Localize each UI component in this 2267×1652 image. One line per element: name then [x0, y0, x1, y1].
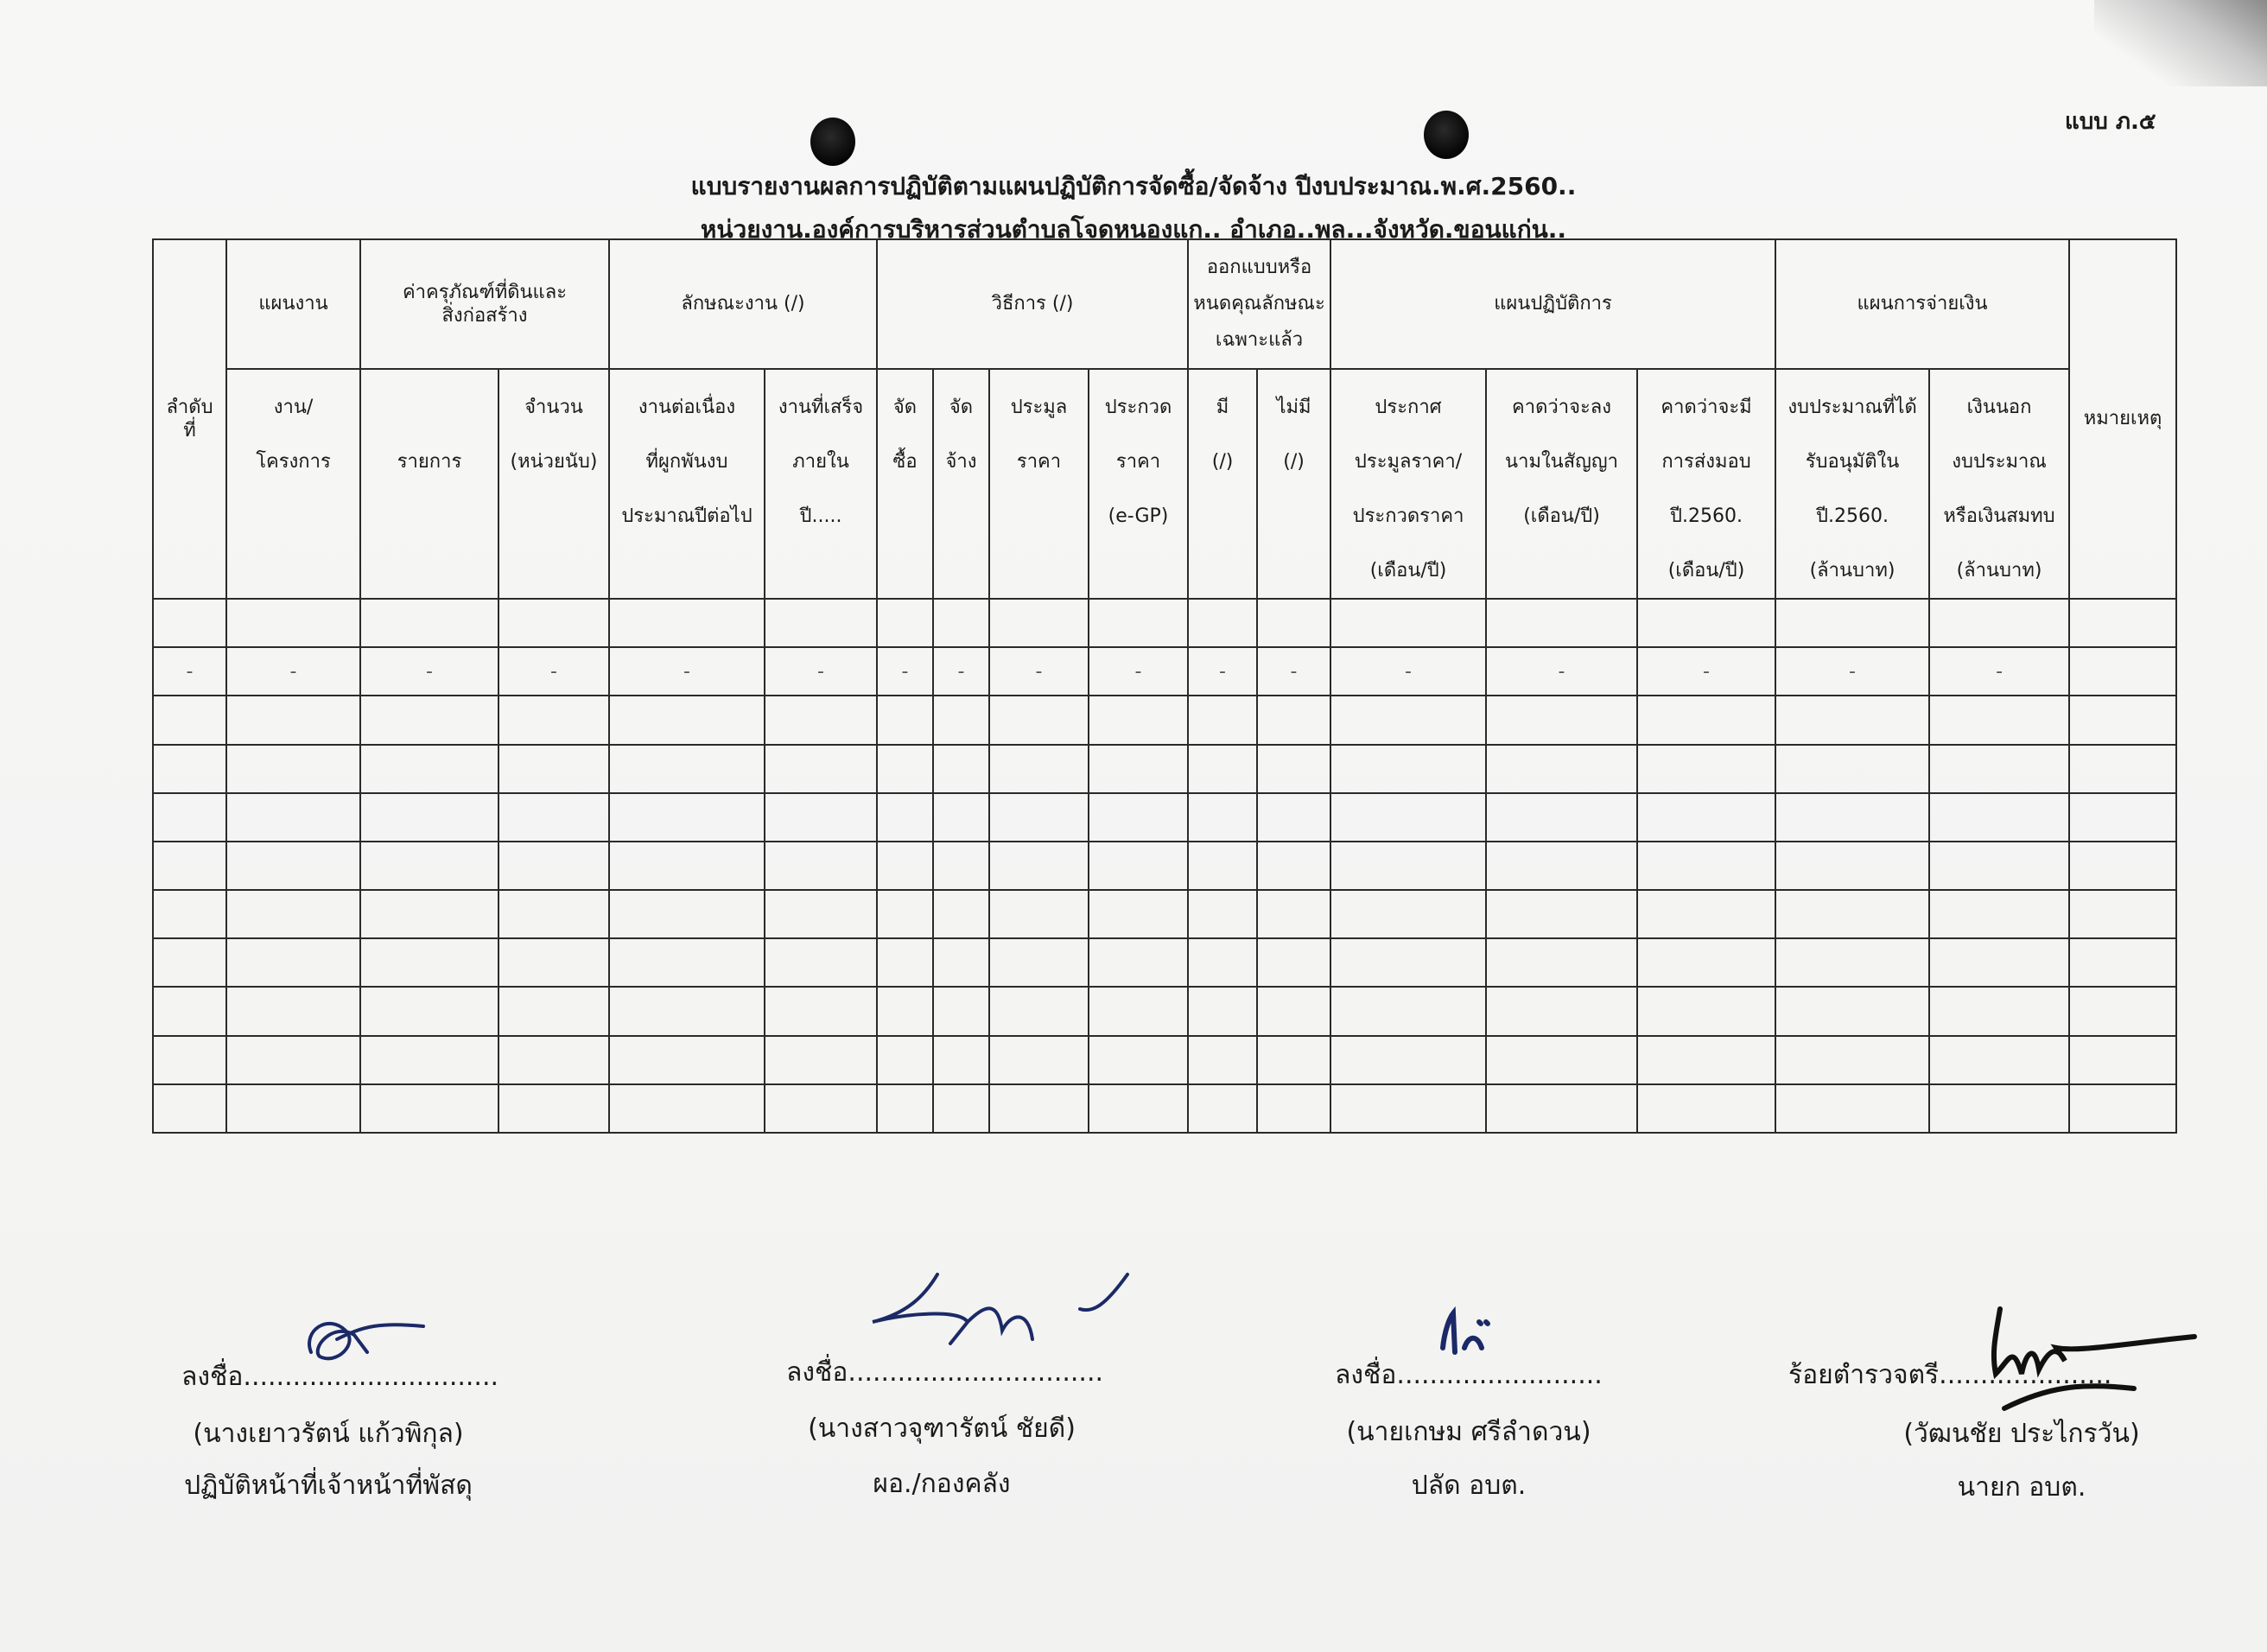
table-cell: [1089, 1036, 1188, 1084]
table-cell: [360, 987, 498, 1035]
table-cell: [989, 696, 1089, 744]
table-cell: [989, 987, 1089, 1035]
table-cell: -: [1637, 647, 1775, 696]
table-cell: [1257, 1036, 1330, 1084]
table-cell: [609, 890, 765, 938]
sub-finished: งานที่เสร็จ ภายใน ปี.....: [765, 369, 877, 599]
header-row-sub: [153, 369, 2176, 599]
punch-hole-right: [1424, 111, 1469, 159]
table-cell: [153, 1036, 226, 1084]
signature-2-line: ลงชื่อ...............................: [786, 1357, 1104, 1388]
table-cell: [1089, 696, 1188, 744]
table-cell: [2069, 1036, 2176, 1084]
table-cell: [226, 1084, 360, 1133]
table-cell: [1330, 793, 1486, 842]
table-cell: [1089, 793, 1188, 842]
table-cell: [226, 696, 360, 744]
table-cell: [1089, 842, 1188, 890]
punch-hole-left: [810, 118, 855, 166]
table-cell: [1775, 987, 1929, 1035]
table-cell: [877, 1084, 933, 1133]
table-cell: -: [226, 647, 360, 696]
table-cell: [765, 1084, 877, 1133]
table-cell: [933, 1084, 989, 1133]
table-row: [153, 842, 2176, 890]
table-cell: [226, 890, 360, 938]
table-cell: [1775, 1036, 1929, 1084]
sub-no: ไม่มี (/): [1257, 369, 1330, 599]
table-cell: [1257, 793, 1330, 842]
table-cell: [226, 745, 360, 793]
table-cell: [765, 842, 877, 890]
table-cell: [1089, 890, 1188, 938]
table-cell: [498, 987, 609, 1035]
table-cell: [360, 696, 498, 744]
table-cell: [1330, 696, 1486, 744]
table-cell: [1637, 938, 1775, 987]
table-cell: [1330, 1084, 1486, 1133]
table-cell: [1486, 842, 1637, 890]
table-cell: [1929, 987, 2069, 1035]
table-cell: [1486, 890, 1637, 938]
table-cell: [1330, 987, 1486, 1035]
table-row: [153, 745, 2176, 793]
table-cell: [1637, 1084, 1775, 1133]
sub-continuing: งานต่อเนื่อง ที่ผูกพันงบ ประมาณปีต่อไป: [609, 369, 765, 599]
table-cell: [1486, 793, 1637, 842]
signature-3-line: ลงชื่อ.........................: [1335, 1360, 1603, 1390]
table-cell: [1188, 890, 1257, 938]
table-cell: [1330, 1036, 1486, 1084]
header-action-plan: แผนปฏิบัติการ: [1330, 239, 1775, 369]
table-cell: [989, 842, 1089, 890]
sub-delivery: คาดว่าจะมี การส่งมอบ ปี.2560. (เดือน/ปี): [1637, 369, 1775, 599]
signature-3-name: (นายเกษม ศรีลำดวน): [1346, 1417, 1591, 1447]
table-cell: [1089, 987, 1188, 1035]
table-cell: [2069, 647, 2176, 696]
table-cell: [226, 987, 360, 1035]
table-cell: [226, 599, 360, 647]
table-cell: [360, 1036, 498, 1084]
table-cell: [1637, 890, 1775, 938]
header-durable: ค่าครุภัณฑ์ที่ดินและ สิ่งก่อสร้าง: [360, 239, 609, 369]
table-cell: [1486, 696, 1637, 744]
table-cell: [1929, 745, 2069, 793]
signature-4-line: ร้อยตำรวจตรี.....................: [1788, 1360, 2112, 1390]
table-cell: [498, 842, 609, 890]
sub-contract: คาดว่าจะลง นามในสัญญา (เดือน/ปี): [1486, 369, 1637, 599]
document-title: แบบรายงานผลการปฏิบัติตามแผนปฏิบัติการจัดซื้อ/จัดจ้าง ปีงบประมาณ.พ.ศ.2560..: [690, 172, 1577, 200]
table-cell: [1929, 890, 2069, 938]
table-cell: [360, 890, 498, 938]
table-cell: [1637, 987, 1775, 1035]
table-cell: -: [989, 647, 1089, 696]
table-cell: [2069, 890, 2176, 938]
table-cell: -: [1929, 647, 2069, 696]
procurement-report-table: [152, 238, 2177, 1134]
table-cell: [765, 696, 877, 744]
table-cell: [1486, 1036, 1637, 1084]
table-cell: [1089, 938, 1188, 987]
table-cell: [2069, 987, 2176, 1035]
table-row: [153, 890, 2176, 938]
table-cell: [1637, 842, 1775, 890]
table-cell: [933, 793, 989, 842]
sub-bid: ประมูล ราคา: [989, 369, 1089, 599]
header-nature: ลักษณะงาน (/): [609, 239, 877, 369]
table-cell: -: [1188, 647, 1257, 696]
table-cell: [498, 745, 609, 793]
table-cell: [933, 696, 989, 744]
table-cell: [360, 745, 498, 793]
table-cell: [1929, 842, 2069, 890]
sub-quantity: จำนวน (หน่วยนับ): [498, 369, 609, 599]
table-cell: [1188, 745, 1257, 793]
table-cell: [498, 599, 609, 647]
table-cell: [226, 938, 360, 987]
table-cell: [1188, 793, 1257, 842]
header-row-groups: [153, 239, 2176, 369]
table-cell: [226, 842, 360, 890]
signature-1-name: (นางเยาวรัตน์ แก้วพิกุล): [193, 1419, 464, 1449]
signature-4-position: นายก อบต.: [1957, 1472, 2086, 1503]
table-cell: [1188, 696, 1257, 744]
table-cell: [877, 842, 933, 890]
table-cell: [360, 1084, 498, 1133]
table-cell: [153, 842, 226, 890]
table-cell: [933, 938, 989, 987]
table-cell: [1929, 599, 2069, 647]
table-cell: [1188, 1084, 1257, 1133]
table-cell: [1637, 745, 1775, 793]
sub-egp: ประกวด ราคา (e-GP): [1089, 369, 1188, 599]
table-cell: [498, 1036, 609, 1084]
table-cell: [1257, 599, 1330, 647]
sub-item: รายการ: [360, 369, 498, 599]
table-cell: [2069, 938, 2176, 987]
document-subtitle: หน่วยงาน.องค์การบริหารส่วนตำบลโจดหนองแก.. อำเภอ..พล...จังหวัด.ขอนแก่น..: [700, 215, 1567, 244]
header-payment-plan: แผนการจ่ายเงิน: [1775, 239, 2069, 369]
table-cell: [933, 987, 989, 1035]
table-cell: [1257, 1084, 1330, 1133]
table-row: [153, 1084, 2176, 1133]
table-cell: [765, 793, 877, 842]
header-plan: แผนงาน: [226, 239, 360, 369]
signature-3-position: ปลัด อบต.: [1411, 1471, 1527, 1501]
table-cell: [1929, 1084, 2069, 1133]
table-cell: [1637, 793, 1775, 842]
table-cell: [1330, 890, 1486, 938]
table-cell: [1188, 938, 1257, 987]
table-row: [153, 599, 2176, 647]
table-cell: [1775, 599, 1929, 647]
table-cell: -: [933, 647, 989, 696]
table-cell: [153, 745, 226, 793]
signature-1-position: ปฏิบัติหน้าที่เจ้าหน้าที่พัสดุ: [184, 1471, 473, 1501]
table-cell: [1188, 842, 1257, 890]
table-cell: [1775, 696, 1929, 744]
signature-2-name: (นางสาวจุฑารัตน์ ชัยดี): [808, 1414, 1076, 1444]
table-cell: -: [1089, 647, 1188, 696]
table-cell: [153, 890, 226, 938]
table-cell: [360, 599, 498, 647]
table-cell: [1486, 938, 1637, 987]
table-row: [153, 647, 2176, 696]
sub-yes: มี (/): [1188, 369, 1257, 599]
table-cell: [498, 696, 609, 744]
table-cell: [2069, 842, 2176, 890]
sub-announce: ประกาศ ประมูลราคา/ ประกวดราคา (เดือน/ปี): [1330, 369, 1486, 599]
table-cell: [1775, 793, 1929, 842]
table-cell: [989, 745, 1089, 793]
table-cell: [1257, 696, 1330, 744]
table-cell: [933, 842, 989, 890]
table-cell: [609, 1084, 765, 1133]
table-cell: -: [609, 647, 765, 696]
table-cell: [877, 599, 933, 647]
table-cell: [765, 987, 877, 1035]
table-cell: [1775, 745, 1929, 793]
table-cell: [498, 938, 609, 987]
table-cell: [1929, 793, 2069, 842]
table-cell: [153, 793, 226, 842]
table-cell: -: [1330, 647, 1486, 696]
table-cell: [989, 1084, 1089, 1133]
table-cell: -: [498, 647, 609, 696]
table-row: [153, 987, 2176, 1035]
table-cell: [1929, 1036, 2069, 1084]
table-cell: -: [877, 647, 933, 696]
table-cell: [933, 745, 989, 793]
table-cell: [2069, 745, 2176, 793]
table-cell: [1188, 987, 1257, 1035]
table-cell: [226, 793, 360, 842]
table-cell: [1775, 842, 1929, 890]
table-cell: [360, 842, 498, 890]
table-cell: [1486, 745, 1637, 793]
table-cell: [609, 1036, 765, 1084]
table-row: [153, 1036, 2176, 1084]
table-cell: [765, 745, 877, 793]
table-cell: [765, 599, 877, 647]
table-row: [153, 938, 2176, 987]
table-cell: [877, 793, 933, 842]
table-cell: [153, 696, 226, 744]
table-cell: [1089, 599, 1188, 647]
table-cell: [609, 745, 765, 793]
table-cell: [609, 987, 765, 1035]
table-cell: [153, 599, 226, 647]
sub-project: งาน/ โครงการ: [226, 369, 360, 599]
table-cell: [609, 842, 765, 890]
table-cell: [226, 1036, 360, 1084]
table-cell: [498, 793, 609, 842]
table-cell: [609, 599, 765, 647]
table-cell: [989, 599, 1089, 647]
table-row: [153, 793, 2176, 842]
table-cell: [498, 890, 609, 938]
table-cell: [609, 696, 765, 744]
signature-4-name: (วัฒนชัย ประไกรวัน): [1903, 1419, 2140, 1449]
signature-1-line: ลงชื่อ...............................: [181, 1362, 499, 1392]
table-cell: -: [1775, 647, 1929, 696]
table-cell: [2069, 696, 2176, 744]
table-cell: [1330, 842, 1486, 890]
table-cell: [877, 696, 933, 744]
table-cell: [765, 890, 877, 938]
header-method: วิธีการ (/): [877, 239, 1188, 369]
table-cell: [1929, 938, 2069, 987]
table-cell: [1330, 745, 1486, 793]
table-cell: [1188, 1036, 1257, 1084]
table-cell: [1775, 890, 1929, 938]
table-row: [153, 696, 2176, 744]
table-cell: [153, 1084, 226, 1133]
page-shadow: [2094, 0, 2267, 86]
table-cell: [1257, 890, 1330, 938]
table-cell: [1486, 1084, 1637, 1133]
table-cell: [1089, 1084, 1188, 1133]
table-cell: [765, 938, 877, 987]
table-cell: -: [765, 647, 877, 696]
table-cell: [153, 987, 226, 1035]
table-cell: [877, 745, 933, 793]
table-cell: [1188, 599, 1257, 647]
sub-purchase: จัด ซื้อ: [877, 369, 933, 599]
table-cell: [1330, 599, 1486, 647]
signature-2-mark: [855, 1261, 1140, 1365]
table-cell: [1330, 938, 1486, 987]
table-cell: [2069, 793, 2176, 842]
table-cell: [1486, 599, 1637, 647]
table-cell: [1637, 696, 1775, 744]
table-cell: [765, 1036, 877, 1084]
table-cell: [609, 938, 765, 987]
table-cell: -: [1257, 647, 1330, 696]
table-cell: [877, 1036, 933, 1084]
table-cell: [877, 987, 933, 1035]
table-cell: [498, 1084, 609, 1133]
table-cell: [609, 793, 765, 842]
table-cell: [933, 599, 989, 647]
table-cell: [989, 890, 1089, 938]
table-cell: -: [1486, 647, 1637, 696]
table-cell: -: [153, 647, 226, 696]
header-spec: ออกแบบหรือ หนดคุณลักษณะ เฉพาะแล้ว: [1188, 239, 1330, 369]
table-cell: [1775, 1084, 1929, 1133]
table-cell: [1637, 1036, 1775, 1084]
table-cell: [1257, 938, 1330, 987]
table-cell: -: [360, 647, 498, 696]
table-cell: [360, 793, 498, 842]
table-cell: [1257, 987, 1330, 1035]
table-cell: [1257, 842, 1330, 890]
table-cell: [989, 1036, 1089, 1084]
table-cell: [2069, 1084, 2176, 1133]
table-cell: [989, 938, 1089, 987]
table-cell: [1775, 938, 1929, 987]
table-cell: [877, 890, 933, 938]
table-cell: [989, 793, 1089, 842]
table-cell: [2069, 599, 2176, 647]
table-body: [153, 599, 2176, 1133]
table-cell: [1929, 696, 2069, 744]
sub-hire: จัด จ้าง: [933, 369, 989, 599]
table-cell: [877, 938, 933, 987]
signature-2-position: ผอ./กองคลัง: [873, 1469, 1011, 1499]
table-cell: [1486, 987, 1637, 1035]
table-cell: [1089, 745, 1188, 793]
header-remark: หมายเหตุ: [2069, 239, 2176, 599]
table-cell: [933, 890, 989, 938]
form-code: แบบ ภ.๕: [2065, 109, 2156, 135]
table-cell: [933, 1036, 989, 1084]
table-cell: [153, 938, 226, 987]
table-cell: [1637, 599, 1775, 647]
sub-approved-budget: งบประมาณที่ได้ รับอนุมัติใน ปี.2560. (ล้านบาท): [1775, 369, 1929, 599]
table-cell: [360, 938, 498, 987]
header-no: ลำดับ ที่: [153, 239, 226, 599]
sub-off-budget: เงินนอก งบประมาณ หรือเงินสมทบ (ล้านบาท): [1929, 369, 2069, 599]
table-cell: [1257, 745, 1330, 793]
